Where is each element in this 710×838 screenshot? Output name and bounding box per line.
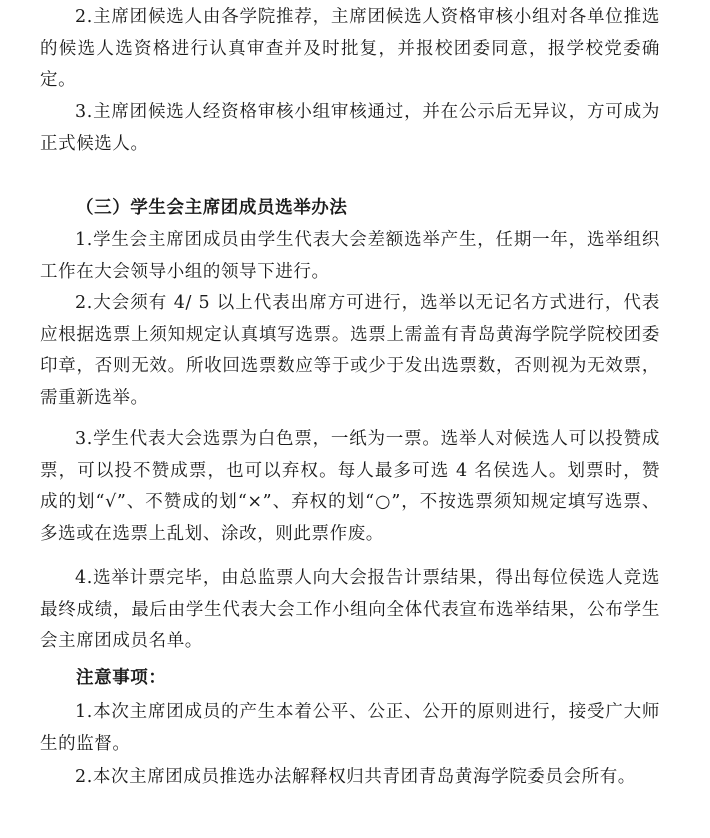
election-paragraph-2: 2.大会须有 4/ 5 以上代表出席方可进行，选举以无记名方式进行，代表应根据选票上须知规定认真填写选票。选票上需盖有青岛黄海学院学院校团委印章，否则无效。所收回选票数应等于或少于发出选票数，否则视为无效票，需重新选举。	[40, 293, 660, 409]
rule-paragraph-3: 3.主席团候选人经资格审核小组审核通过，并在公示后无异议，方可成为正式候选人。	[40, 102, 660, 154]
rule-paragraph-2: 2.主席团候选人由各学院推荐，主席团候选人资格审核小组对各单位推选的候选人选资格进行认真审查并及时批复，并报校团委同意，报学校党委确定。	[40, 7, 660, 91]
section-heading: （三）学生会主席团成员选举办法	[76, 198, 348, 218]
election-paragraph-1: 1.学生会主席团成员由学生代表大会差额选举产生，任期一年，选举组织工作在大会领导小组的领导下进行。	[40, 230, 660, 282]
note-item-2: 2.本次主席团成员推选办法解释权归共青团青岛黄海学院委员会所有。	[75, 767, 636, 787]
note-item-1: 1.本次主席团成员的产生本着公平、公正、公开的原则进行，接受广大师生的监督。	[40, 702, 660, 754]
election-paragraph-3: 3.学生代表大会选票为白色票，一纸为一票。选举人对候选人可以投赞成票，可以投不赞成票，也可以弃权。每人最多可选 4 名侯选人。划票时，赞成的划“√”、不赞成的划“×”、弃权的划“○”，不按选票须知规定填写选票、多选或在选票上乱划、涂改，则此票作废。	[40, 429, 660, 545]
election-paragraph-4: 4.选举计票完毕，由总监票人向大会报告计票结果，得出每位侯选人竞选最终成绩，最后由学生代表大会工作小组向全体代表宣布选举结果，公布学生会主席团成员名单。	[40, 568, 660, 652]
notes-title: 注意事项：	[76, 668, 167, 688]
